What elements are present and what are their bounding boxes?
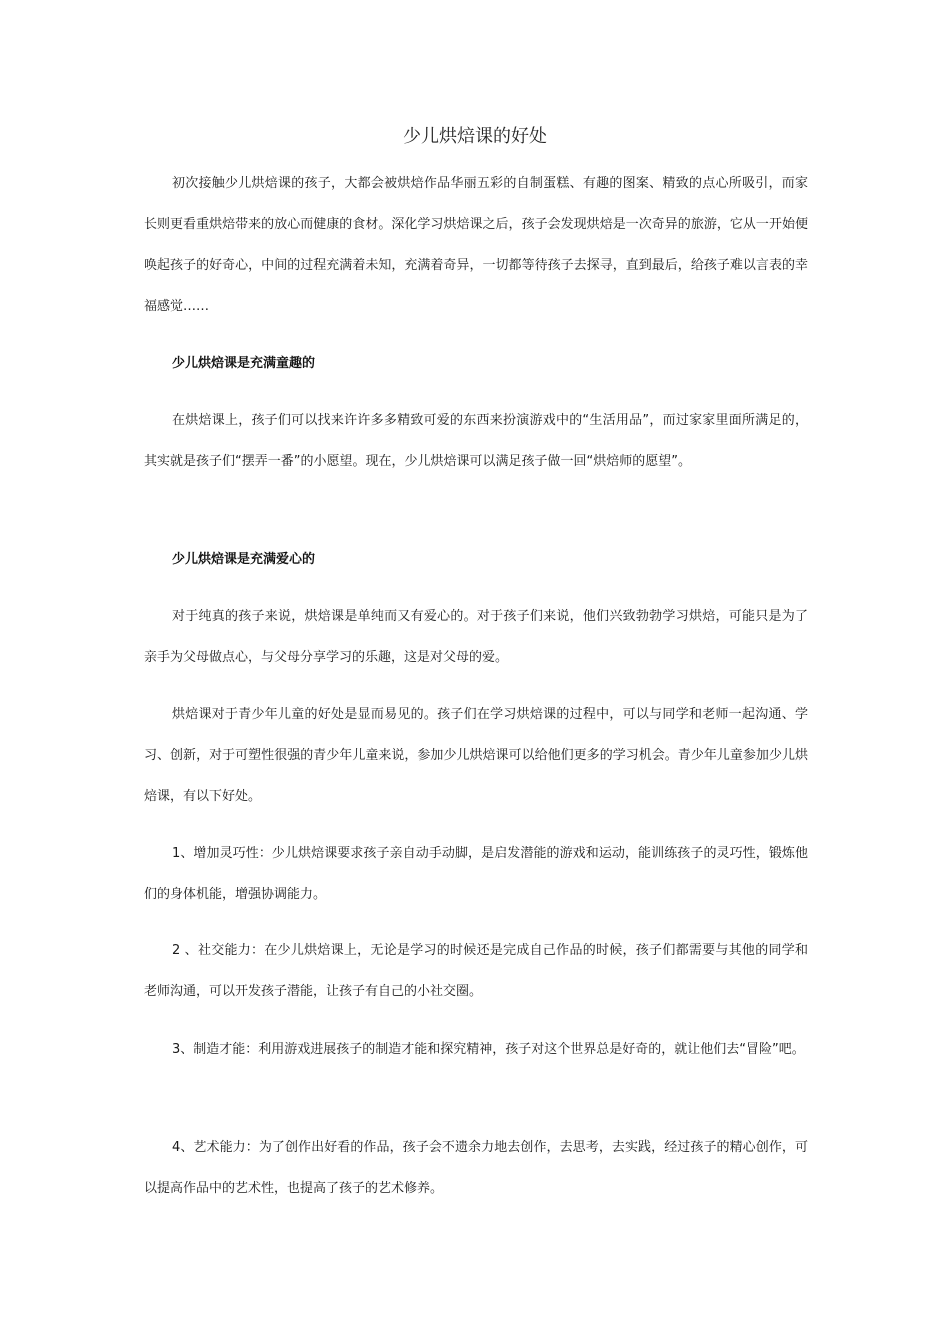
benefit-item: 4、艺术能力：为了创作出好看的作品，孩子会不遗余力地去创作，去思考，去实践，经过孩子的精心创作，可以提高作品中的艺术性，也提高了孩子的艺术修养。	[144, 1140, 808, 1196]
section1-paragraph: 在烘焙课上，孩子们可以找来许许多多精致可爱的东西来扮演游戏中的“生活用品”，而过家家里面所满足的，其实就是孩子们“摆弄一番”的小愿望。现在，少儿烘焙课可以满足孩子做一回“烘焙师的愿望”。	[144, 413, 808, 469]
intro-paragraph: 初次接触少儿烘焙课的孩子，大都会被烘焙作品华丽五彩的自制蛋糕、有趣的图案、精致的点心所吸引，而家长则更看重烘焙带来的放心而健康的食材。深化学习烘焙课之后，孩子会发现烘焙是一次奇异的旅游，它从一开始便唤起孩子的好奇心，中间的过程充满着未知，充满着奇异，一切都等待孩子去探寻，直到最后，给孩子难以言表的幸福感觉……	[144, 176, 808, 314]
section2-heading: 少儿烘焙课是充满爱心的	[172, 552, 316, 567]
benefits-intro-paragraph: 烘焙课对于青少年儿童的好处是显而易见的。孩子们在学习烘焙课的过程中，可以与同学和老师一起沟通、学习、创新，对于可塑性很强的青少年儿童来说，参加少儿烘焙课可以给他们更多的学习机会。青少年儿童参加少儿烘焙课，有以下好处。	[144, 707, 808, 804]
benefit-item: 2 、社交能力：在少儿烘焙课上，无论是学习的时候还是完成自己作品的时候，孩子们都需要与其他的同学和老师沟通，可以开发孩子潜能，让孩子有自己的小社交圈。	[144, 943, 808, 999]
section2-paragraph: 对于纯真的孩子来说，烘焙课是单纯而又有爱心的。对于孩子们来说，他们兴致勃勃学习烘焙，可能只是为了亲手为父母做点心，与父母分享学习的乐趣，这是对父母的爱。	[144, 609, 808, 665]
section1-heading: 少儿烘焙课是充满童趣的	[172, 356, 316, 371]
benefit-item: 3、制造才能：利用游戏进展孩子的制造才能和探究精神，孩子对这个世界总是好奇的，就让他们去“冒险”吧。	[172, 1042, 805, 1057]
benefit-item: 1、增加灵巧性：少儿烘焙课要求孩子亲自动手动脚，是启发潜能的游戏和运动，能训练孩子的灵巧性，锻炼他们的身体机能，增强协调能力。	[144, 846, 808, 902]
document-title: 少儿烘焙课的好处	[403, 126, 547, 147]
